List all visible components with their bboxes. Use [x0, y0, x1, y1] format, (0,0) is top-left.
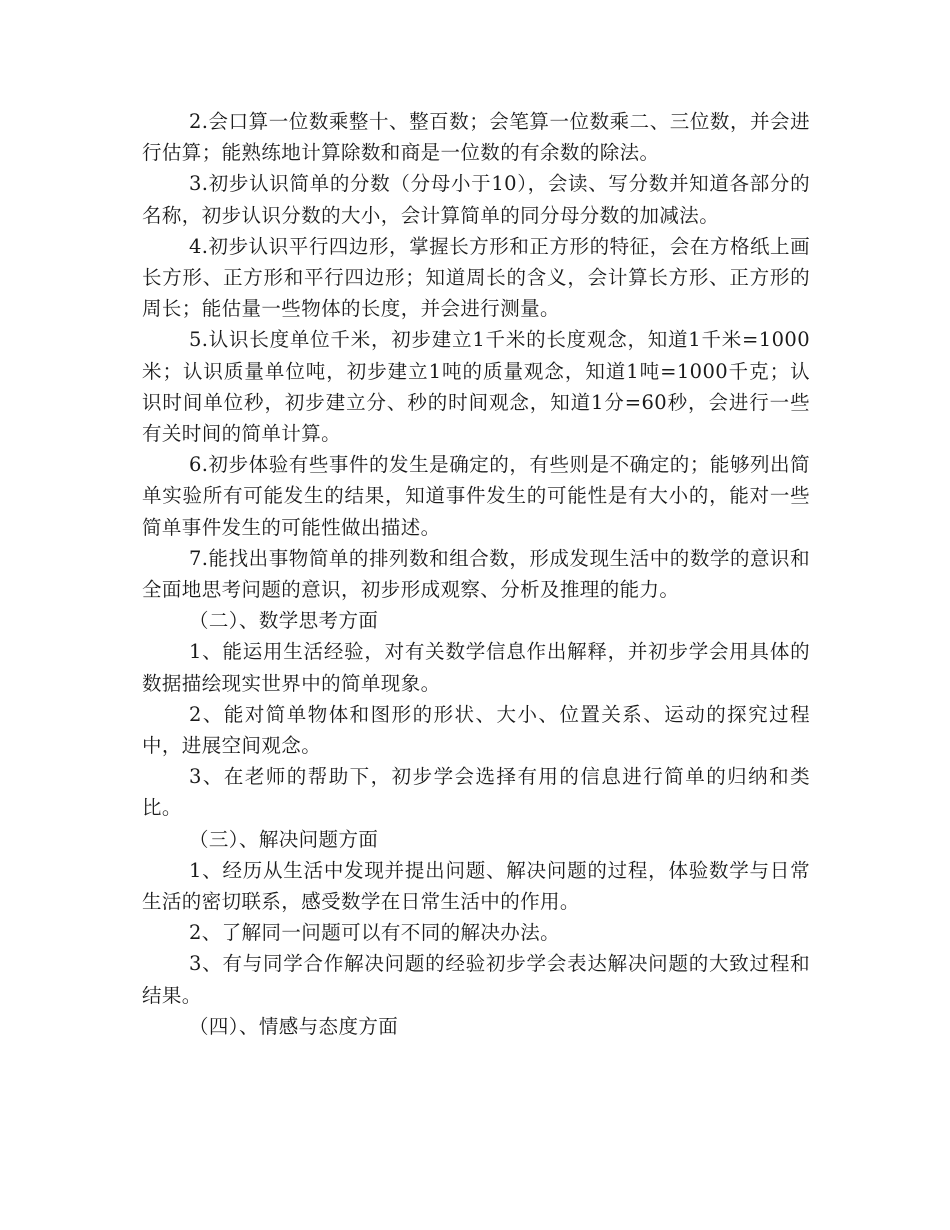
paragraph-goal-2: 2.会口算一位数乘整十、整百数；会笔算一位数乘二、三位数，并会进行估算；能熟练地计算除数和商是一位数的有余数的除法。: [142, 110, 810, 165]
paragraph-problem-3: 3、有与同学合作解决问题的经验初步学会表达解决问题的大致过程和结果。: [142, 952, 810, 1007]
paragraph-goal-7: 7.能找出事物简单的排列数和组合数，形成发现生活中的数学的意识和全面地思考问题的意识，初步形成观察、分析及推理的能力。: [142, 546, 810, 602]
paragraph-goal-5: 5.认识长度单位千米，初步建立1千米的长度观念，知道1千米=1000米；认识质量单位吨，初步建立1吨的质量观念，知道1吨=1000千克；认识时间单位秒，初步建立分、秒的时间观念，知道1分=60秒，会进行一些有关时间的简单计算。: [142, 328, 810, 446]
paragraph-thinking-2: 2、能对简单物体和图形的形状、大小、位置关系、运动的探究过程中，进展空间观念。: [142, 702, 810, 758]
paragraph-goal-6: 6.初步体验有些事件的发生是确定的，有些则是不确定的；能够列出简单实验所有可能发生的结果，知道事件发生的可能性是有大小的，能对一些简单事件发生的可能性做出描述。: [142, 453, 810, 539]
paragraph-problem-2: 2、了解同一问题可以有不同的解决办法。: [189, 921, 561, 945]
paragraph-problem-1: 1、经历从生活中发现并提出问题、解决问题的过程，体验数学与日常生活的密切联系，感受数学在日常生活中的作用。: [142, 858, 810, 914]
section-heading-math-thinking: （二）、数学思考方面: [189, 609, 379, 633]
section-heading-attitude: （四）、情感与态度方面: [189, 1014, 399, 1038]
paragraph-thinking-1: 1、能运用生活经验，对有关数学信息作出解释，并初步学会用具体的数据描绘现实世界中的简单现象。: [142, 640, 810, 695]
paragraph-goal-4: 4.初步认识平行四边形，掌握长方形和正方形的特征，会在方格纸上画长方形、正方形和平行四边形；知道周长的含义，会计算长方形、正方形的周长；能估量一些物体的长度，并会进行测量。: [142, 234, 810, 321]
paragraph-thinking-3: 3、在老师的帮助下，初步学会选择有用的信息进行简单的归纳和类比。: [142, 765, 810, 820]
paragraph-goal-3: 3.初步认识简单的分数（分母小于10），会读、写分数并知道各部分的名称，初步认识分数的大小，会计算简单的同分母分数的加减法。: [142, 172, 810, 227]
document-body: [142, 106, 810, 1042]
section-heading-problem-solving: （三）、解决问题方面: [189, 827, 379, 851]
